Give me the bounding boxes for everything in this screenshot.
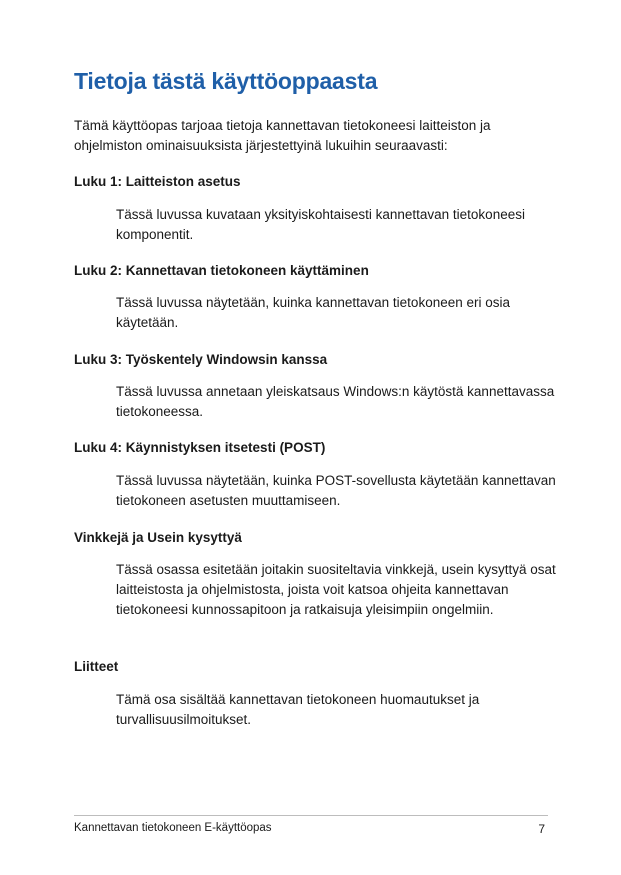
section-body-tips-faq: Tässä osassa esitetään joitakin suositeltavia vinkkejä, usein kysyttyä osat laitteistosta ja ohjelmistosta, joista voit katsoa ohjeita kannettavan tietokoneesi kunnossapitoon ja ratkaisuja yleisimpiin ongelmiin. [116,562,556,617]
section-body-chapter-2: Tässä luvussa näytetään, kuinka kannettavan tietokoneen eri osia käytetään. [116,295,510,330]
section-heading-chapter-2: Luku 2: Kannettavan tietokoneen käyttäminen [74,263,369,278]
page-number: 7 [538,822,545,836]
section-body-chapter-3: Tässä luvussa annetaan yleiskatsaus Windows:n käytöstä kannettavassa tietokoneessa. [116,384,555,419]
page-title: Tietoja tästä käyttöoppaasta [74,68,378,94]
section-heading-chapter-4: Luku 4: Käynnistyksen itsetesti (POST) [74,440,326,455]
footer-divider [74,815,548,816]
footer-manual-title: Kannettavan tietokoneen E-käyttöopas [74,822,272,834]
intro-paragraph: Tämä käyttöopas tarjoaa tietoja kannettavan tietokoneesi laitteiston ja ohjelmiston ominaisuuksista järjestettyinä lukuihin seuraavasti: [74,118,491,153]
section-body-chapter-1: Tässä luvussa kuvataan yksityiskohtaisesti kannettavan tietokoneesi komponentit. [116,207,525,242]
section-heading-chapter-1: Luku 1: Laitteiston asetus [74,174,241,189]
section-heading-appendices: Liitteet [74,659,119,674]
section-body-chapter-4: Tässä luvussa näytetään, kuinka POST-sovellusta käytetään kannettavan tietokoneen asetusten muuttamiseen. [116,473,556,508]
section-body-appendices: Tämä osa sisältää kannettavan tietokoneen huomautukset ja turvallisuusilmoitukset. [116,692,480,727]
section-heading-tips-faq: Vinkkejä ja Usein kysyttyä [74,530,242,545]
section-heading-chapter-3: Luku 3: Työskentely Windowsin kanssa [74,352,328,367]
